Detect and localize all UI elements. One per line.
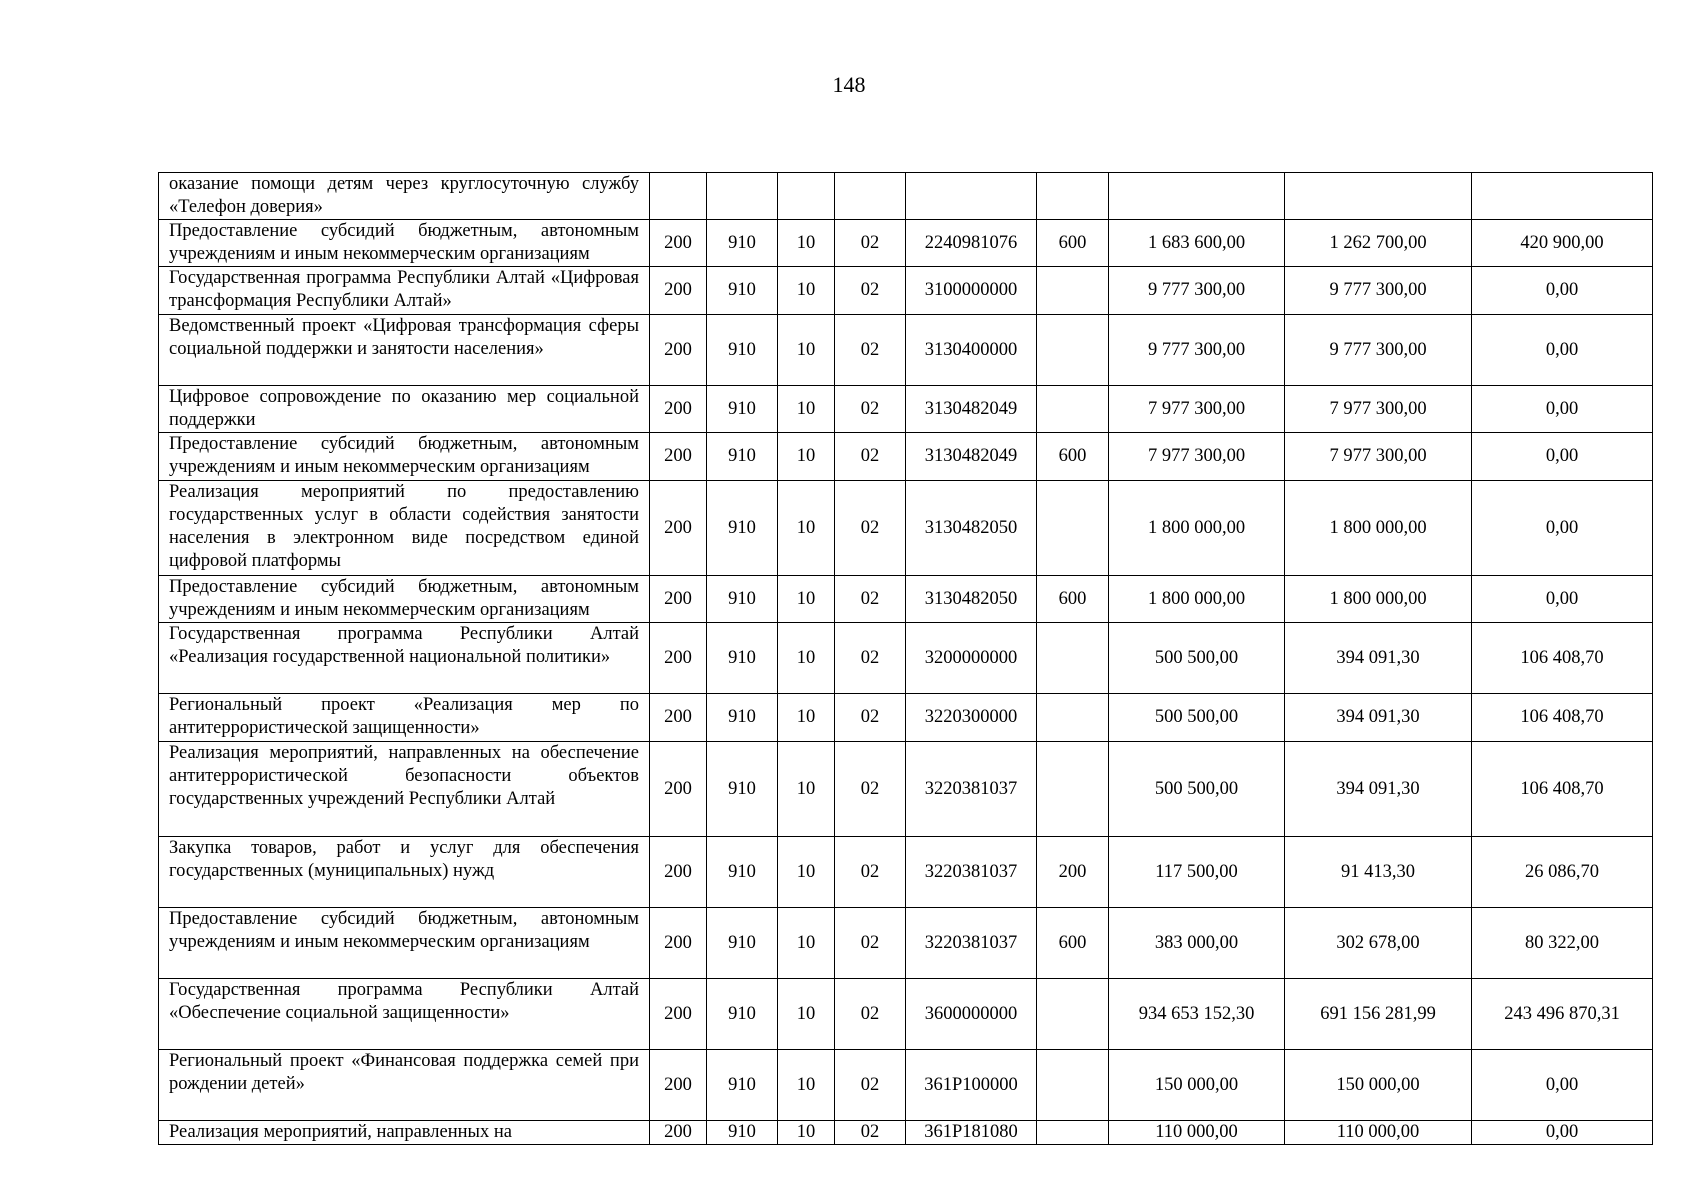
expense-type-cell: 600 bbox=[1037, 576, 1109, 623]
department-code-cell: 910 bbox=[707, 1121, 778, 1145]
grbs-code-cell: 200 bbox=[650, 576, 707, 623]
department-code-cell: 910 bbox=[707, 1050, 778, 1121]
target-article-cell: 3130482050 bbox=[906, 576, 1037, 623]
section-code-cell: 10 bbox=[778, 386, 835, 433]
section-code-cell: 10 bbox=[778, 837, 835, 908]
section-code-cell: 10 bbox=[778, 267, 835, 315]
federal-amount-cell bbox=[1472, 173, 1653, 220]
table-row bbox=[159, 481, 1653, 576]
item-name-cell: Ведомственный проект «Цифровая трансформация сферы социальной поддержки и занятости населения» bbox=[159, 315, 650, 386]
regional-amount-cell: 1 262 700,00 bbox=[1285, 220, 1472, 267]
target-article-cell: 3220300000 bbox=[906, 694, 1037, 742]
item-name-cell: Реализация мероприятий по предоставлению государственных услуг в области содействия занятости населения в электронном виде посредством единой цифровой платформы bbox=[159, 481, 650, 576]
department-code-cell: 910 bbox=[707, 433, 778, 481]
grbs-code-cell: 200 bbox=[650, 1050, 707, 1121]
federal-amount-cell: 0,00 bbox=[1472, 267, 1653, 315]
grbs-code-cell: 200 bbox=[650, 908, 707, 979]
grbs-code-cell: 200 bbox=[650, 837, 707, 908]
federal-amount-cell: 0,00 bbox=[1472, 386, 1653, 433]
expense-type-cell bbox=[1037, 979, 1109, 1050]
target-article-cell: 3130482050 bbox=[906, 481, 1037, 576]
grbs-code-cell: 200 bbox=[650, 481, 707, 576]
item-name-cell: Закупка товаров, работ и услуг для обеспечения государственных (муниципальных) нужд bbox=[159, 837, 650, 908]
grbs-code-cell: 200 bbox=[650, 220, 707, 267]
federal-amount-cell: 0,00 bbox=[1472, 1121, 1653, 1145]
regional-amount-cell: 150 000,00 bbox=[1285, 1050, 1472, 1121]
expense-type-cell: 600 bbox=[1037, 220, 1109, 267]
section-code-cell: 10 bbox=[778, 1121, 835, 1145]
expense-type-cell bbox=[1037, 481, 1109, 576]
regional-amount-cell: 1 800 000,00 bbox=[1285, 576, 1472, 623]
expense-type-cell: 600 bbox=[1037, 433, 1109, 481]
table-row bbox=[159, 908, 1653, 979]
subsection-code-cell: 02 bbox=[835, 742, 906, 837]
grbs-code-cell: 200 bbox=[650, 315, 707, 386]
subsection-code-cell: 02 bbox=[835, 433, 906, 481]
regional-amount-cell: 7 977 300,00 bbox=[1285, 433, 1472, 481]
subsection-code-cell: 02 bbox=[835, 267, 906, 315]
grbs-code-cell: 200 bbox=[650, 623, 707, 694]
expense-type-cell bbox=[1037, 173, 1109, 220]
table-row bbox=[159, 386, 1653, 433]
item-name-cell: Предоставление субсидий бюджетным, автономным учреждениям и иным некоммерческим организациям bbox=[159, 220, 650, 267]
total-amount-cell: 1 683 600,00 bbox=[1109, 220, 1285, 267]
regional-amount-cell: 110 000,00 bbox=[1285, 1121, 1472, 1145]
regional-amount-cell: 691 156 281,99 bbox=[1285, 979, 1472, 1050]
federal-amount-cell: 0,00 bbox=[1472, 315, 1653, 386]
item-name-cell: Цифровое сопровождение по оказанию мер социальной поддержки bbox=[159, 386, 650, 433]
target-article-cell: 2240981076 bbox=[906, 220, 1037, 267]
expense-type-cell bbox=[1037, 742, 1109, 837]
department-code-cell: 910 bbox=[707, 908, 778, 979]
department-code-cell: 910 bbox=[707, 315, 778, 386]
total-amount-cell: 7 977 300,00 bbox=[1109, 386, 1285, 433]
section-code-cell: 10 bbox=[778, 694, 835, 742]
grbs-code-cell: 200 bbox=[650, 694, 707, 742]
target-article-cell: 3130482049 bbox=[906, 386, 1037, 433]
subsection-code-cell: 02 bbox=[835, 908, 906, 979]
grbs-code-cell: 200 bbox=[650, 433, 707, 481]
total-amount-cell: 1 800 000,00 bbox=[1109, 576, 1285, 623]
expense-type-cell: 200 bbox=[1037, 837, 1109, 908]
target-article-cell: 3100000000 bbox=[906, 267, 1037, 315]
section-code-cell: 10 bbox=[778, 481, 835, 576]
expense-type-cell bbox=[1037, 1050, 1109, 1121]
total-amount-cell: 383 000,00 bbox=[1109, 908, 1285, 979]
section-code-cell: 10 bbox=[778, 220, 835, 267]
grbs-code-cell: 200 bbox=[650, 979, 707, 1050]
subsection-code-cell: 02 bbox=[835, 576, 906, 623]
federal-amount-cell: 80 322,00 bbox=[1472, 908, 1653, 979]
page-number: 148 bbox=[832, 72, 866, 97]
regional-amount-cell: 394 091,30 bbox=[1285, 694, 1472, 742]
grbs-code-cell: 200 bbox=[650, 1121, 707, 1145]
department-code-cell: 910 bbox=[707, 623, 778, 694]
section-code-cell bbox=[778, 173, 835, 220]
total-amount-cell: 9 777 300,00 bbox=[1109, 267, 1285, 315]
subsection-code-cell: 02 bbox=[835, 220, 906, 267]
total-amount-cell: 934 653 152,30 bbox=[1109, 979, 1285, 1050]
regional-amount-cell: 91 413,30 bbox=[1285, 837, 1472, 908]
total-amount-cell: 500 500,00 bbox=[1109, 694, 1285, 742]
total-amount-cell: 500 500,00 bbox=[1109, 623, 1285, 694]
table-row bbox=[159, 433, 1653, 481]
target-article-cell: 3220381037 bbox=[906, 837, 1037, 908]
department-code-cell: 910 bbox=[707, 481, 778, 576]
department-code-cell bbox=[707, 173, 778, 220]
grbs-code-cell: 200 bbox=[650, 386, 707, 433]
table-row bbox=[159, 173, 1653, 220]
department-code-cell: 910 bbox=[707, 576, 778, 623]
table-body bbox=[159, 173, 1653, 1145]
department-code-cell: 910 bbox=[707, 837, 778, 908]
regional-amount-cell: 394 091,30 bbox=[1285, 742, 1472, 837]
section-code-cell: 10 bbox=[778, 623, 835, 694]
federal-amount-cell: 243 496 870,31 bbox=[1472, 979, 1653, 1050]
regional-amount-cell: 7 977 300,00 bbox=[1285, 386, 1472, 433]
total-amount-cell: 9 777 300,00 bbox=[1109, 315, 1285, 386]
department-code-cell: 910 bbox=[707, 694, 778, 742]
grbs-code-cell: 200 bbox=[650, 742, 707, 837]
table-row bbox=[159, 694, 1653, 742]
table-row bbox=[159, 576, 1653, 623]
expense-type-cell bbox=[1037, 1121, 1109, 1145]
federal-amount-cell: 420 900,00 bbox=[1472, 220, 1653, 267]
table-row bbox=[159, 742, 1653, 837]
department-code-cell: 910 bbox=[707, 742, 778, 837]
regional-amount-cell: 9 777 300,00 bbox=[1285, 315, 1472, 386]
federal-amount-cell: 0,00 bbox=[1472, 1050, 1653, 1121]
section-code-cell: 10 bbox=[778, 1050, 835, 1121]
grbs-code-cell: 200 bbox=[650, 267, 707, 315]
department-code-cell: 910 bbox=[707, 220, 778, 267]
item-name-cell: Региональный проект «Реализация мер по антитеррористической защищенности» bbox=[159, 694, 650, 742]
subsection-code-cell: 02 bbox=[835, 386, 906, 433]
regional-amount-cell bbox=[1285, 173, 1472, 220]
regional-amount-cell: 1 800 000,00 bbox=[1285, 481, 1472, 576]
total-amount-cell: 500 500,00 bbox=[1109, 742, 1285, 837]
grbs-code-cell bbox=[650, 173, 707, 220]
target-article-cell: 3220381037 bbox=[906, 908, 1037, 979]
item-name-cell: Предоставление субсидий бюджетным, автономным учреждениям и иным некоммерческим организациям bbox=[159, 433, 650, 481]
regional-amount-cell: 394 091,30 bbox=[1285, 623, 1472, 694]
regional-amount-cell: 9 777 300,00 bbox=[1285, 267, 1472, 315]
table-row bbox=[159, 315, 1653, 386]
total-amount-cell: 1 800 000,00 bbox=[1109, 481, 1285, 576]
section-code-cell: 10 bbox=[778, 433, 835, 481]
target-article-cell: 3220381037 bbox=[906, 742, 1037, 837]
item-name-cell: Государственная программа Республики Алтай «Обеспечение социальной защищенности» bbox=[159, 979, 650, 1050]
federal-amount-cell: 0,00 bbox=[1472, 576, 1653, 623]
federal-amount-cell: 26 086,70 bbox=[1472, 837, 1653, 908]
expense-type-cell bbox=[1037, 623, 1109, 694]
item-name-cell: Региональный проект «Финансовая поддержка семей при рождении детей» bbox=[159, 1050, 650, 1121]
federal-amount-cell: 0,00 bbox=[1472, 433, 1653, 481]
budget-table bbox=[158, 172, 1653, 1145]
total-amount-cell: 117 500,00 bbox=[1109, 837, 1285, 908]
expense-type-cell bbox=[1037, 315, 1109, 386]
department-code-cell: 910 bbox=[707, 386, 778, 433]
federal-amount-cell: 106 408,70 bbox=[1472, 742, 1653, 837]
item-name-cell: Реализация мероприятий, направленных на bbox=[159, 1121, 650, 1145]
total-amount-cell: 7 977 300,00 bbox=[1109, 433, 1285, 481]
department-code-cell: 910 bbox=[707, 267, 778, 315]
subsection-code-cell: 02 bbox=[835, 623, 906, 694]
item-name-cell: Государственная программа Республики Алтай «Цифровая трансформация Республики Алтай» bbox=[159, 267, 650, 315]
federal-amount-cell: 106 408,70 bbox=[1472, 623, 1653, 694]
table-row bbox=[159, 1121, 1653, 1145]
expense-type-cell: 600 bbox=[1037, 908, 1109, 979]
subsection-code-cell: 02 bbox=[835, 481, 906, 576]
item-name-cell: Предоставление субсидий бюджетным, автономным учреждениям и иным некоммерческим организациям bbox=[159, 908, 650, 979]
expense-type-cell bbox=[1037, 386, 1109, 433]
expense-type-cell bbox=[1037, 694, 1109, 742]
target-article-cell: 3200000000 bbox=[906, 623, 1037, 694]
table-row bbox=[159, 267, 1653, 315]
item-name-cell: Реализация мероприятий, направленных на обеспечение антитеррористической безопасности объектов государственных учреждений Республики Алтай bbox=[159, 742, 650, 837]
table-row bbox=[159, 979, 1653, 1050]
total-amount-cell: 110 000,00 bbox=[1109, 1121, 1285, 1145]
target-article-cell: 361P181080 bbox=[906, 1121, 1037, 1145]
target-article-cell: 3130482049 bbox=[906, 433, 1037, 481]
item-name-cell: Государственная программа Республики Алтай «Реализация государственной национальной политики» bbox=[159, 623, 650, 694]
federal-amount-cell: 106 408,70 bbox=[1472, 694, 1653, 742]
total-amount-cell bbox=[1109, 173, 1285, 220]
department-code-cell: 910 bbox=[707, 979, 778, 1050]
table-row bbox=[159, 837, 1653, 908]
section-code-cell: 10 bbox=[778, 742, 835, 837]
section-code-cell: 10 bbox=[778, 908, 835, 979]
target-article-cell: 361P100000 bbox=[906, 1050, 1037, 1121]
target-article-cell: 3130400000 bbox=[906, 315, 1037, 386]
expense-type-cell bbox=[1037, 267, 1109, 315]
section-code-cell: 10 bbox=[778, 315, 835, 386]
subsection-code-cell bbox=[835, 173, 906, 220]
table-row bbox=[159, 623, 1653, 694]
subsection-code-cell: 02 bbox=[835, 979, 906, 1050]
subsection-code-cell: 02 bbox=[835, 1050, 906, 1121]
subsection-code-cell: 02 bbox=[835, 315, 906, 386]
section-code-cell: 10 bbox=[778, 576, 835, 623]
section-code-cell: 10 bbox=[778, 979, 835, 1050]
table-row bbox=[159, 220, 1653, 267]
item-name-cell: оказание помощи детям через круглосуточную службу «Телефон доверия» bbox=[159, 173, 650, 220]
federal-amount-cell: 0,00 bbox=[1472, 481, 1653, 576]
total-amount-cell: 150 000,00 bbox=[1109, 1050, 1285, 1121]
subsection-code-cell: 02 bbox=[835, 837, 906, 908]
table-row bbox=[159, 1050, 1653, 1121]
subsection-code-cell: 02 bbox=[835, 1121, 906, 1145]
item-name-cell: Предоставление субсидий бюджетным, автономным учреждениям и иным некоммерческим организациям bbox=[159, 576, 650, 623]
target-article-cell bbox=[906, 173, 1037, 220]
subsection-code-cell: 02 bbox=[835, 694, 906, 742]
target-article-cell: 3600000000 bbox=[906, 979, 1037, 1050]
regional-amount-cell: 302 678,00 bbox=[1285, 908, 1472, 979]
